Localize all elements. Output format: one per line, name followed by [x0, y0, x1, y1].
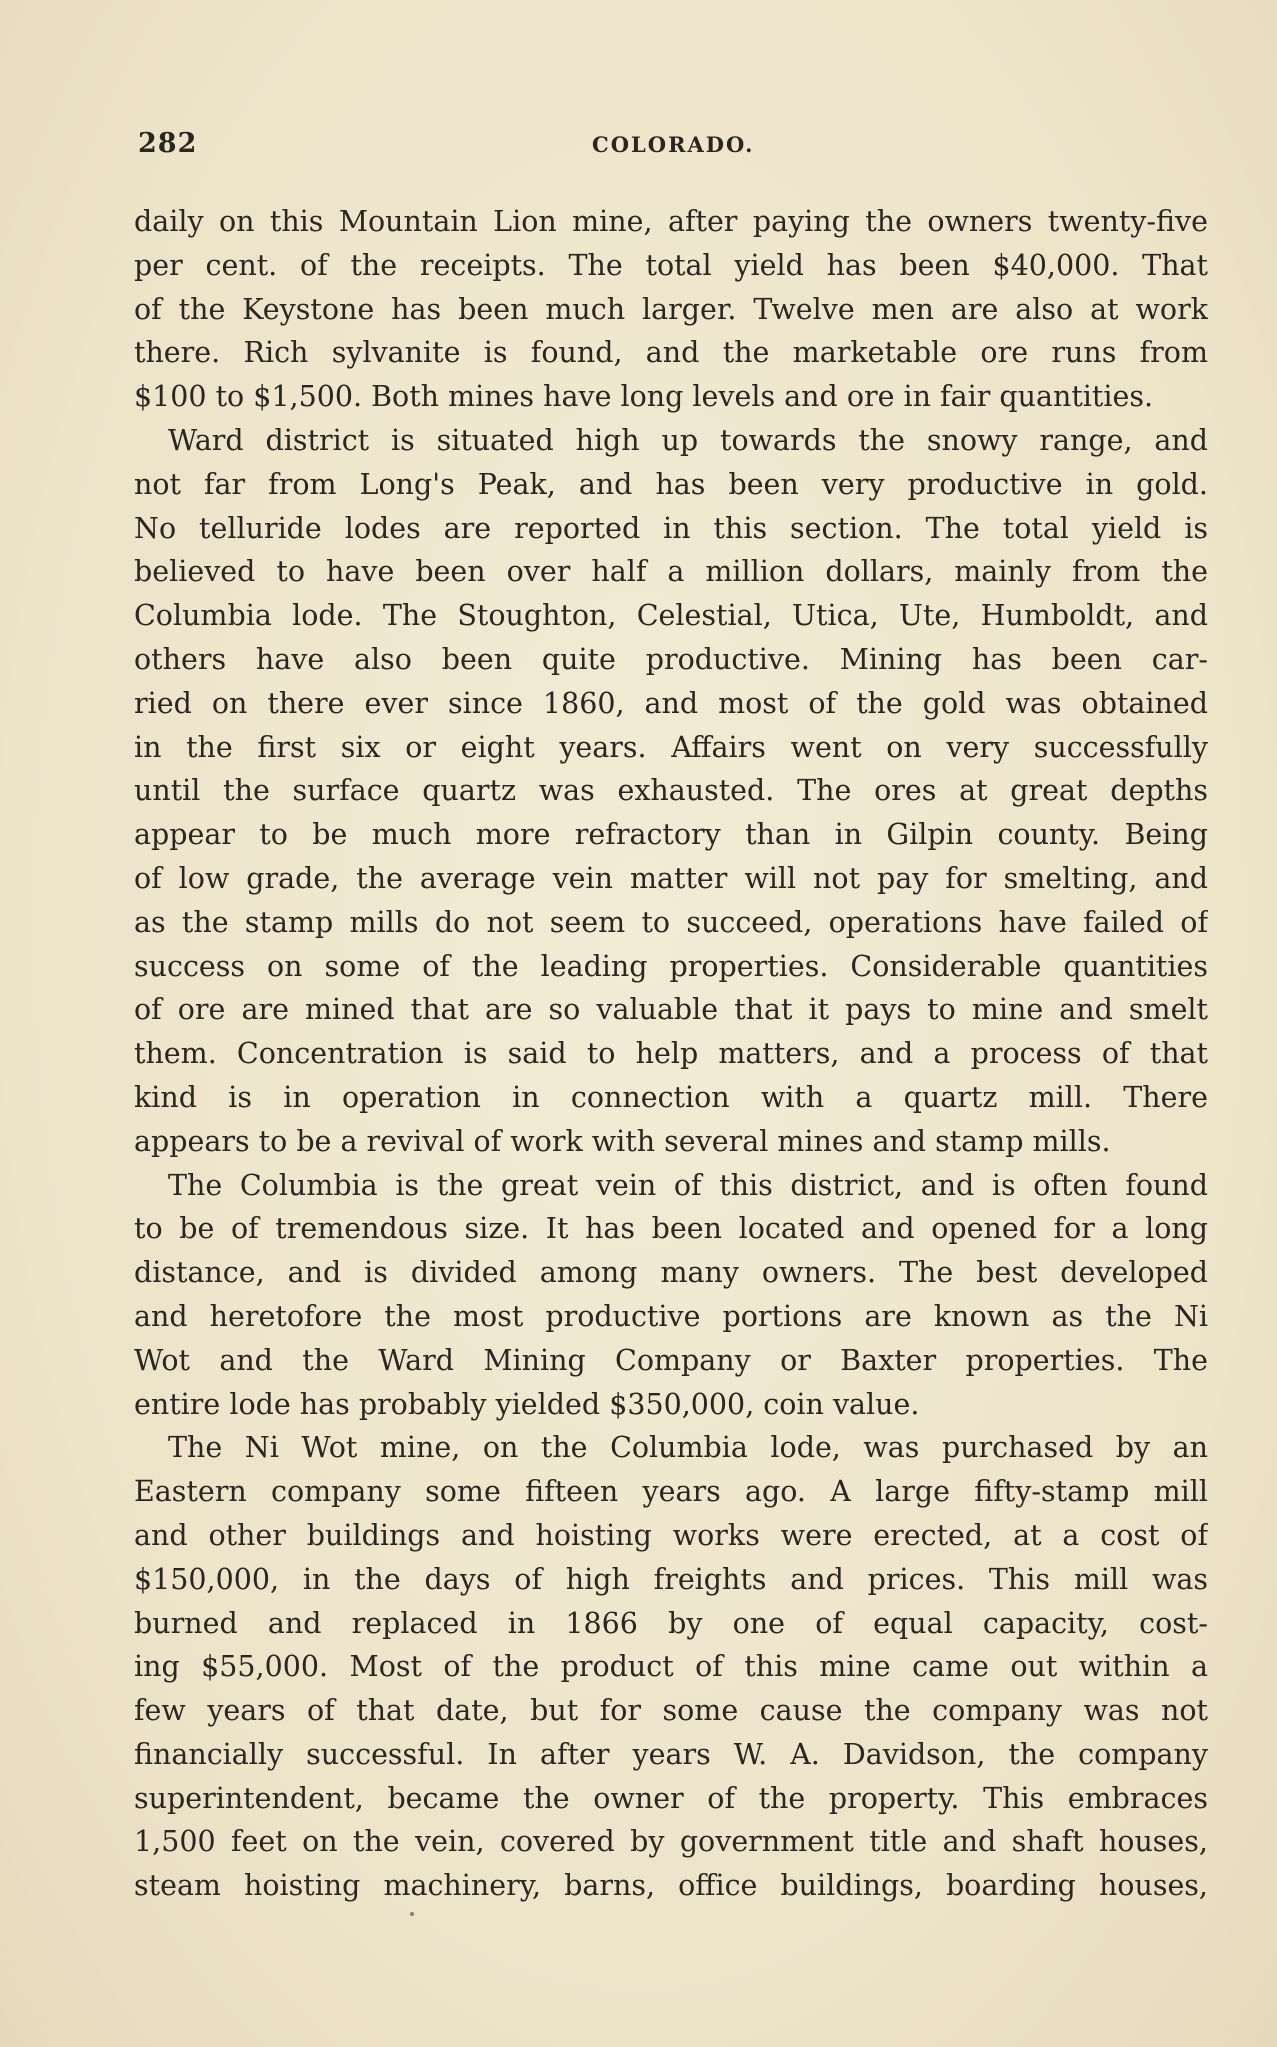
text-line: there. Rich sylvanite is found, and the marketable ore runs from: [134, 336, 1208, 370]
paper-speck: [410, 1912, 414, 1916]
text-line: per cent. of the receipts. The total yield has been $40,000. That: [134, 248, 1208, 282]
paragraph-start-line: The Columbia is the great vein of this district, and is often found: [168, 1168, 1208, 1202]
text-line: to be of tremendous size. It has been located and opened for a long: [134, 1212, 1208, 1246]
text-line: others have also been quite productive. Mining has been car-: [134, 642, 1208, 676]
text-line: financially successful. In after years W. A. Davidson, the company: [134, 1737, 1208, 1771]
text-line: kind is in operation in connection with a quartz mill. There: [134, 1080, 1208, 1114]
text-line: of low grade, the average vein matter will not pay for smelting, and: [134, 861, 1208, 895]
page-number: 282: [138, 128, 198, 159]
text-line: appear to be much more refractory than in Gilpin county. Being: [134, 818, 1208, 852]
text-line: daily on this Mountain Lion mine, after paying the owners twenty-five: [134, 205, 1208, 238]
text-line: steam hoisting machinery, barns, office buildings, boarding houses,: [134, 1869, 1208, 1903]
text-line: ried on there ever since 1860, and most of the gold was obtained: [134, 686, 1208, 720]
text-line: not far from Long's Peak, and has been very productive in gold.: [134, 467, 1208, 501]
text-line: Wot and the Ward Mining Company or Baxter properties. The: [134, 1343, 1208, 1377]
body-text: [134, 200, 1208, 1908]
text-line: $100 to $1,500. Both mines have long levels and ore in fair quantities.: [134, 380, 1154, 414]
text-line: Columbia lode. The Stoughton, Celestial, Utica, Ute, Humboldt, and: [134, 599, 1208, 633]
text-line: and other buildings and hoisting works were erected, at a cost of: [134, 1518, 1208, 1552]
text-line: $150,000, in the days of high freights and prices. This mill was: [134, 1562, 1208, 1596]
text-line: distance, and is divided among many owners. The best developed: [134, 1256, 1208, 1290]
text-line: success on some of the leading properties. Considerable quantities: [134, 949, 1208, 983]
text-line: in the first six or eight years. Affairs went on very successfully: [134, 730, 1208, 764]
text-line: burned and replaced in 1866 by one of equal capacity, cost-: [134, 1606, 1208, 1640]
text-line: and heretofore the most productive portions are known as the Ni: [134, 1299, 1208, 1333]
text-line: few years of that date, but for some cause the company was not: [134, 1694, 1208, 1728]
text-line: of the Keystone has been much larger. Twelve men are also at work: [134, 292, 1208, 326]
running-title: COLORADO.: [592, 132, 755, 157]
paragraph-start-line: Ward district is situated high up towards the snowy range, and: [168, 423, 1208, 457]
text-line: as the stamp mills do not seem to succeed, operations have failed of: [134, 905, 1208, 939]
paragraph-start-line: The Ni Wot mine, on the Columbia lode, was purchased by an: [168, 1431, 1208, 1465]
text-line: them. Concentration is said to help matters, and a process of that: [134, 1037, 1208, 1071]
text-line: No telluride lodes are reported in this section. The total yield is: [134, 511, 1208, 545]
page-header: [138, 128, 1208, 168]
text-line: until the surface quartz was exhausted. The ores at great depths: [134, 774, 1208, 808]
text-line: entire lode has probably yielded $350,000, coin value.: [134, 1387, 920, 1421]
text-line: Eastern company some fifteen years ago. A large fifty-stamp mill: [134, 1475, 1208, 1509]
text-line: of ore are mined that are so valuable that it pays to mine and smelt: [134, 993, 1208, 1027]
text-line: 1,500 feet on the vein, covered by government title and shaft houses,: [134, 1825, 1208, 1859]
text-line: ing $55,000. Most of the product of this mine came out within a: [134, 1650, 1208, 1684]
text-line: appears to be a revival of work with several mines and stamp mills.: [134, 1124, 1111, 1158]
text-line: superintendent, became the owner of the property. This embraces: [134, 1781, 1208, 1815]
text-line: believed to have been over half a million dollars, mainly from the: [134, 555, 1208, 589]
